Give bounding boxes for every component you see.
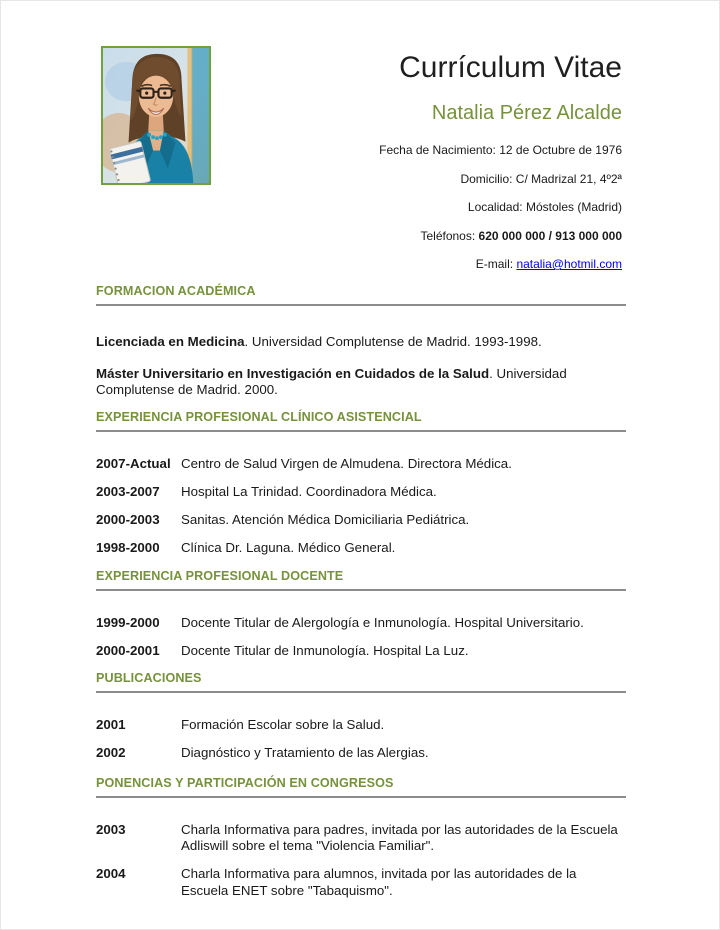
birthdate-line: [142, 144, 622, 157]
experience-rows: [96, 456, 626, 557]
row-date: 2003: [96, 821, 126, 837]
section-formacion-academica: [96, 284, 626, 398]
phones-value: 620 000 000 / 913 000 000: [478, 228, 622, 243]
section-ponencias-congresos: [96, 776, 626, 900]
row-description: Hospital La Trinidad. Coordinadora Médica.: [181, 484, 437, 499]
section-experiencia-clinica: [96, 410, 626, 557]
education-detail: . Universidad Complutense de Madrid. 2000.: [96, 366, 567, 397]
education-item: [96, 334, 626, 350]
locality-label: Localidad:: [467, 200, 523, 214]
education-degree: Licenciada en Medicina: [96, 334, 245, 349]
row-date: 1998-2000: [96, 540, 160, 555]
row-description: Sanitas. Atención Médica Domiciliaria Pediátrica.: [181, 512, 470, 527]
experience-row: [96, 484, 626, 501]
section-divider: [96, 430, 626, 432]
education-degree: Máster Universitario en Investigación en Cuidados de la Salud: [96, 366, 490, 381]
section-experiencia-docente: [96, 569, 626, 660]
section-title: EXPERIENCIA PROFESIONAL DOCENTE: [96, 568, 344, 583]
phones-label: Teléfonos:: [420, 228, 476, 243]
section-divider: [96, 691, 626, 693]
education-detail: . Universidad Complutense de Madrid. 1993-1998.: [244, 334, 542, 349]
email-label: E-mail:: [475, 257, 514, 271]
person-name: Natalia Pérez Alcalde: [431, 102, 622, 124]
section-title: PUBLICACIONES: [96, 671, 202, 685]
contact-info: [142, 144, 622, 271]
address-value: C/ Madrizal 21, 4º2ª: [515, 171, 622, 186]
experience-row: [96, 643, 626, 660]
row-description: Docente Titular de Alergología e Inmunología. Hospital Universitario.: [181, 614, 584, 630]
row-date: 2003-2007: [96, 484, 160, 499]
experience-rows: [96, 615, 626, 660]
row-description: Clínica Dr. Laguna. Médico General.: [181, 540, 396, 555]
row-description: Diagnóstico y Tratamiento de las Alergias.: [181, 745, 429, 760]
email-link[interactable]: natalia@hotmil.com: [516, 257, 622, 271]
row-description: Docente Titular de Inmunología. Hospital La Luz.: [181, 642, 469, 658]
address-label: Domicilio:: [460, 171, 513, 186]
publication-row: [96, 745, 626, 762]
birthdate-label: Fecha de Nacimiento:: [379, 143, 496, 157]
row-description: Formación Escolar sobre la Salud.: [181, 717, 385, 732]
congress-row: [96, 822, 626, 855]
experience-row: [96, 512, 626, 529]
email-line: [142, 258, 622, 271]
section-divider: [96, 796, 626, 798]
publication-row: [96, 717, 626, 734]
row-date: 2000-2003: [96, 512, 160, 527]
locality-line: [142, 201, 622, 214]
congress-rows: [96, 822, 626, 900]
education-item: [96, 366, 626, 398]
row-description: Charla Informativa para alumnos, invitada por las autoridades de la Escuela ENET sobre "Tabaquismo".: [181, 866, 577, 898]
row-date: 2007-Actual: [96, 456, 171, 471]
birthdate-value: 12 de Octubre de 1976: [499, 143, 622, 157]
document-title: Currículum Vitae: [399, 51, 622, 84]
congress-row: [96, 866, 626, 899]
locality-value: Móstoles (Madrid): [525, 200, 622, 214]
publication-rows: [96, 717, 626, 762]
row-date: 2002: [96, 745, 126, 760]
experience-row: [96, 615, 626, 632]
row-date: 2004: [96, 866, 126, 881]
section-divider: [96, 304, 626, 306]
section-publicaciones: [96, 671, 626, 762]
row-description: Charla Informativa para padres, invitada por las autoridades de la Escuela Adliswill sobre el tema "Violencia Familiar".: [181, 821, 618, 853]
row-description: Centro de Salud Virgen de Almudena. Directora Médica.: [181, 456, 512, 471]
header: [142, 51, 622, 287]
row-date: 2000-2001: [96, 642, 160, 658]
section-divider: [96, 589, 626, 591]
row-date: 1999-2000: [96, 614, 160, 630]
experience-row: [96, 540, 626, 557]
experience-row: [96, 456, 626, 473]
section-title: EXPERIENCIA PROFESIONAL CLÍNICO ASISTENCIAL: [96, 410, 422, 424]
address-line: [142, 173, 622, 186]
row-date: 2001: [96, 717, 126, 732]
phones-line: [142, 230, 622, 243]
cv-body: [96, 276, 626, 911]
section-title: PONENCIAS Y PARTICIPACIÓN EN CONGRESOS: [96, 775, 394, 790]
section-title: FORMACION ACADÉMICA: [96, 284, 256, 298]
